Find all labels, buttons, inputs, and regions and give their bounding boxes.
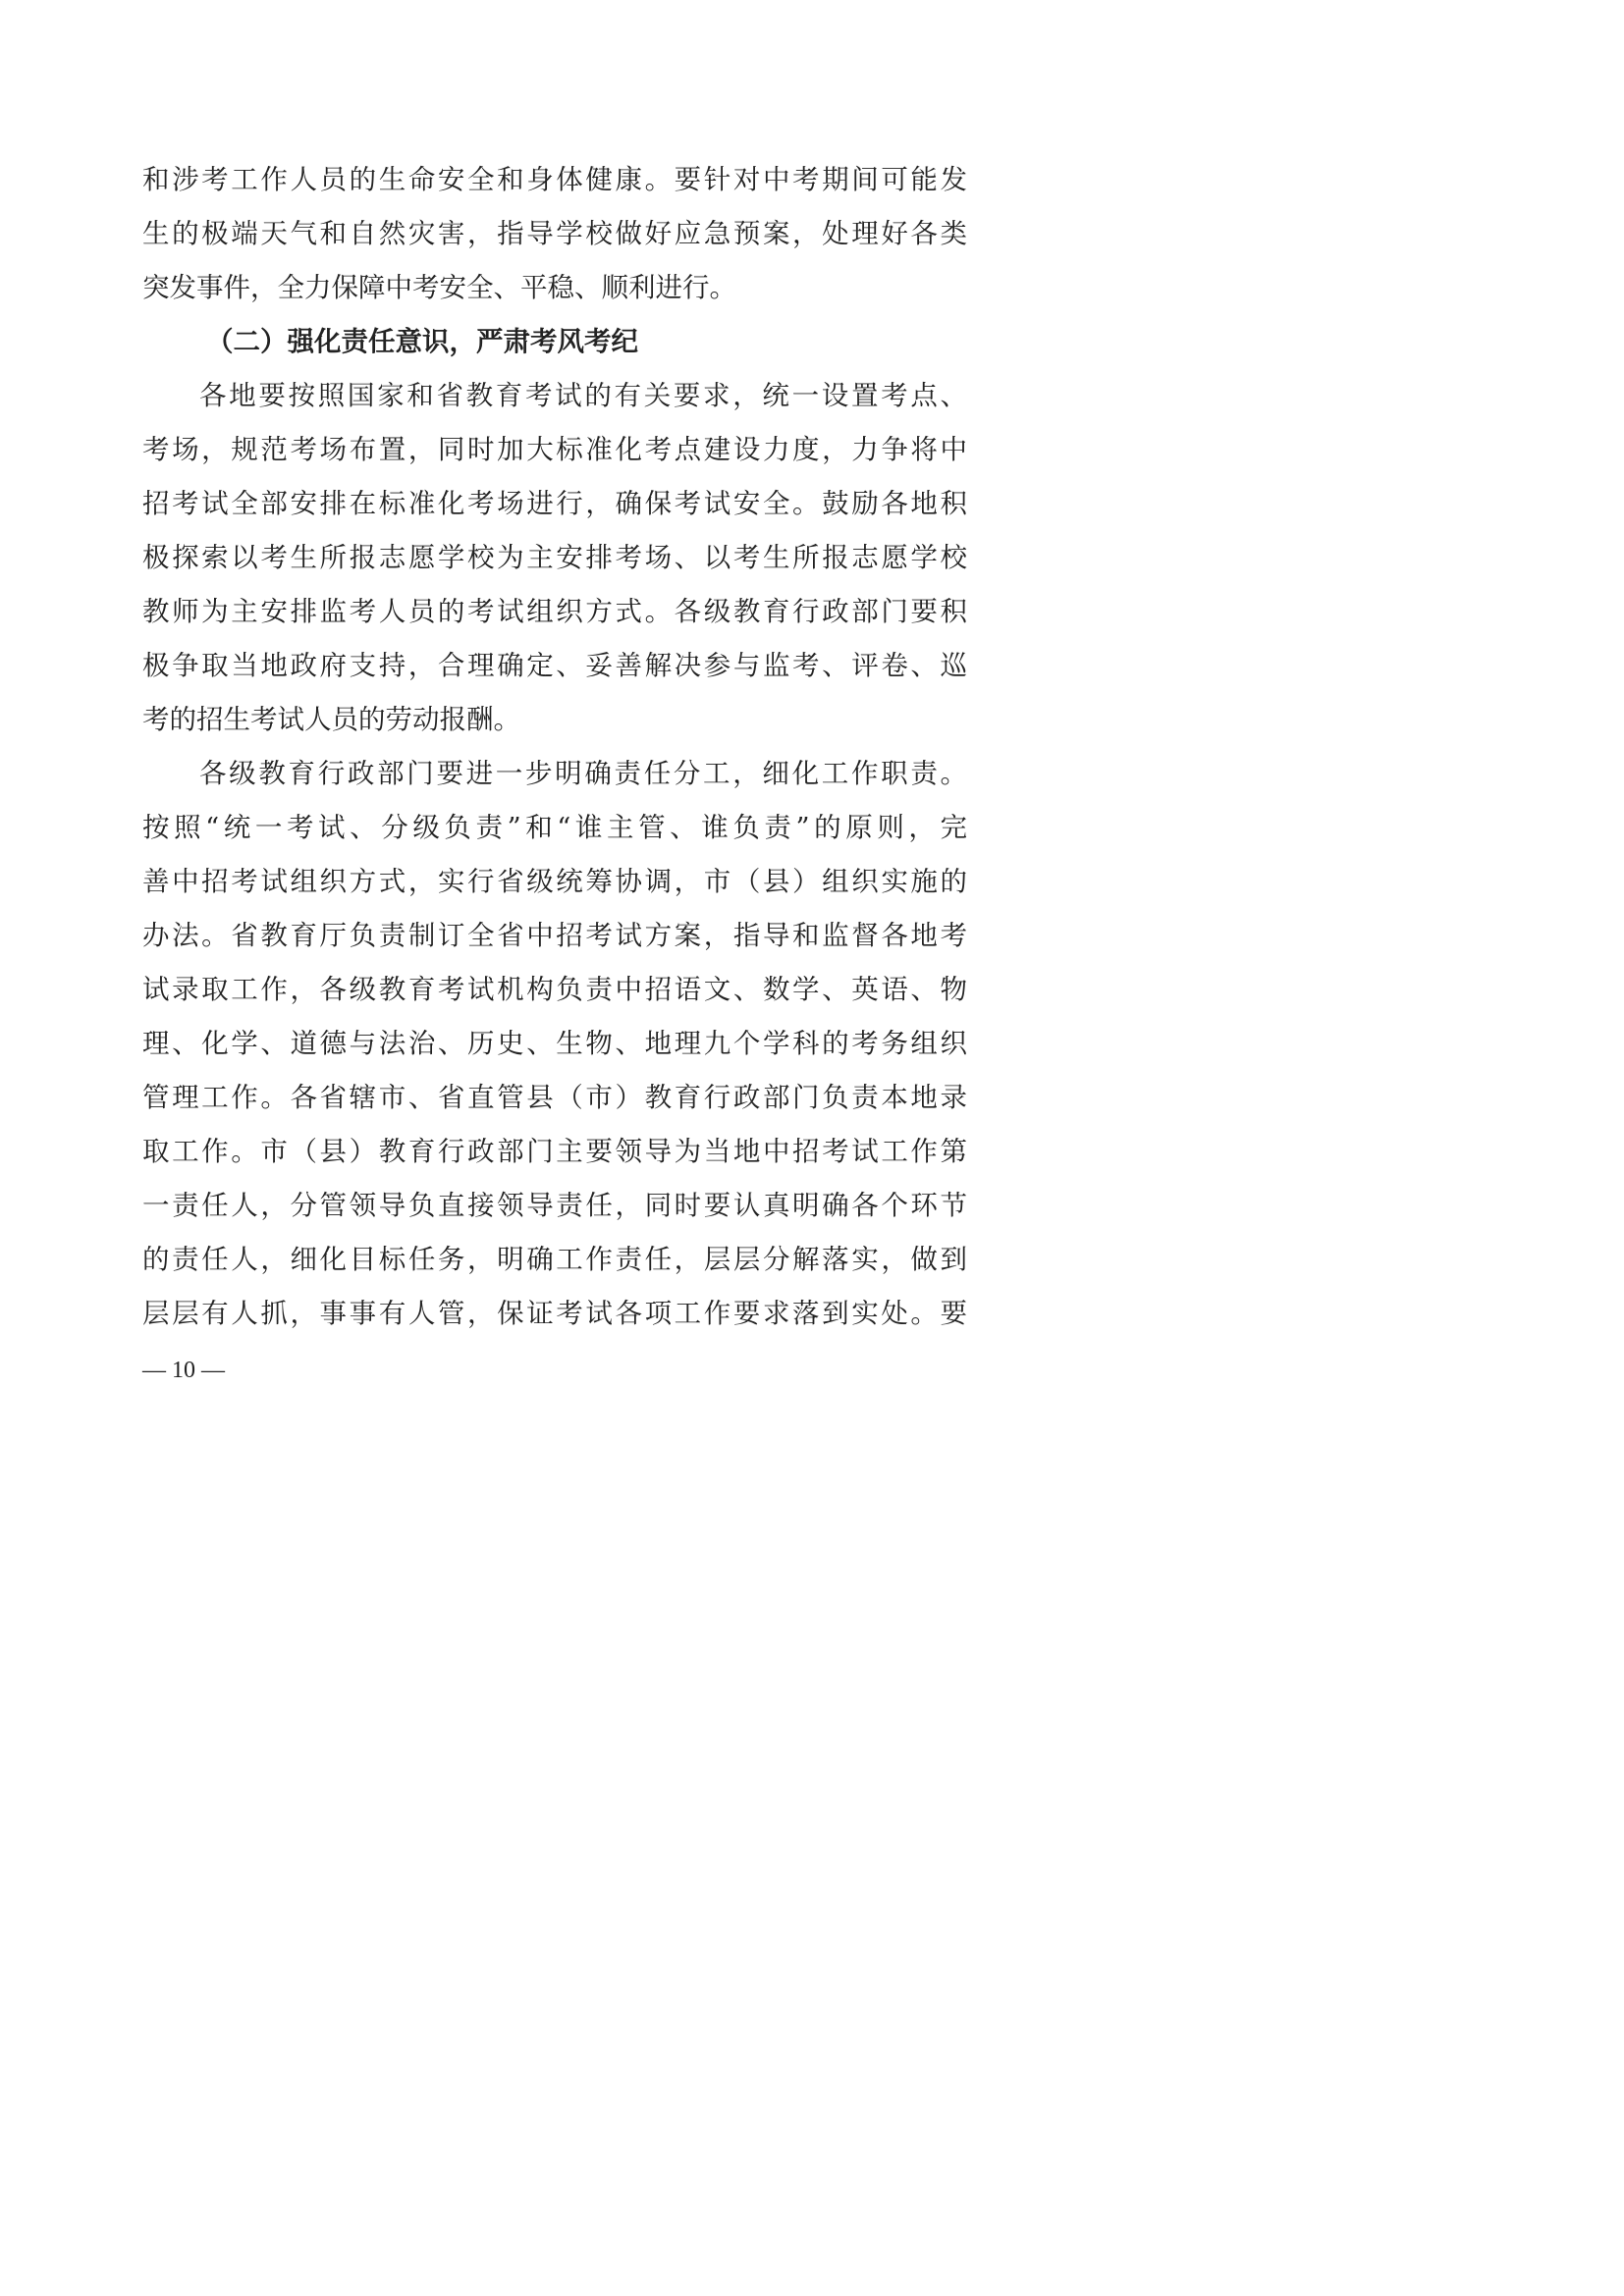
text-line: 层层有人抓，事事有人管，保证考试各项工作要求落到实处。要 <box>142 1298 967 1329</box>
text-line: 一责任人，分管领导负直接领导责任，同时要认真明确各个环节 <box>142 1190 967 1221</box>
section-heading: （二）强化责任意识，严肃考风考纪 <box>206 326 638 357</box>
text-line: 教师为主安排监考人员的考试组织方式。各级教育行政部门要积 <box>142 596 967 627</box>
text-line: 生的极端天气和自然灾害，指导学校做好应急预案，处理好各类 <box>142 218 967 249</box>
text-line: 取工作。市（县）教育行政部门主要领导为当地中招考试工作第 <box>142 1136 967 1167</box>
text-line: 试录取工作，各级教育考试机构负责中招语文、数学、英语、物 <box>142 974 967 1005</box>
text-line: 考场，规范考场布置，同时加大标准化考点建设力度，力争将中 <box>142 434 967 465</box>
text-line: 和涉考工作人员的生命安全和身体健康。要针对中考期间可能发 <box>142 164 967 195</box>
document-page <box>0 0 1083 1531</box>
text-line: 按照“统一考试、分级负责”和“谁主管、谁负责”的原则，完 <box>142 812 967 843</box>
text-line: 管理工作。各省辖市、省直管县（市）教育行政部门负责本地录 <box>142 1082 967 1113</box>
text-line: 理、化学、道德与法治、历史、生物、地理九个学科的考务组织 <box>142 1028 967 1059</box>
text-line: 善中招考试组织方式，实行省级统筹协调，市（县）组织实施的 <box>142 866 967 897</box>
text-line: 考的招生考试人员的劳动报酬。 <box>142 704 520 735</box>
text-line: 各地要按照国家和省教育考试的有关要求，统一设置考点、 <box>199 380 967 411</box>
text-line: 各级教育行政部门要进一步明确责任分工，细化工作职责。 <box>199 758 967 789</box>
text-line: 极争取当地政府支持，合理确定、妥善解决参与监考、评卷、巡 <box>142 650 967 681</box>
page-number: — 10 — <box>142 1358 225 1383</box>
text-line: 的责任人，细化目标任务，明确工作责任，层层分解落实，做到 <box>142 1244 967 1275</box>
text-line: 招考试全部安排在标准化考场进行，确保考试安全。鼓励各地积 <box>142 488 967 519</box>
text-line: 突发事件，全力保障中考安全、平稳、顺利进行。 <box>142 272 736 303</box>
text-line: 办法。省教育厅负责制订全省中招考试方案，指导和监督各地考 <box>142 920 967 951</box>
text-line: 极探索以考生所报志愿学校为主安排考场、以考生所报志愿学校 <box>142 542 967 573</box>
